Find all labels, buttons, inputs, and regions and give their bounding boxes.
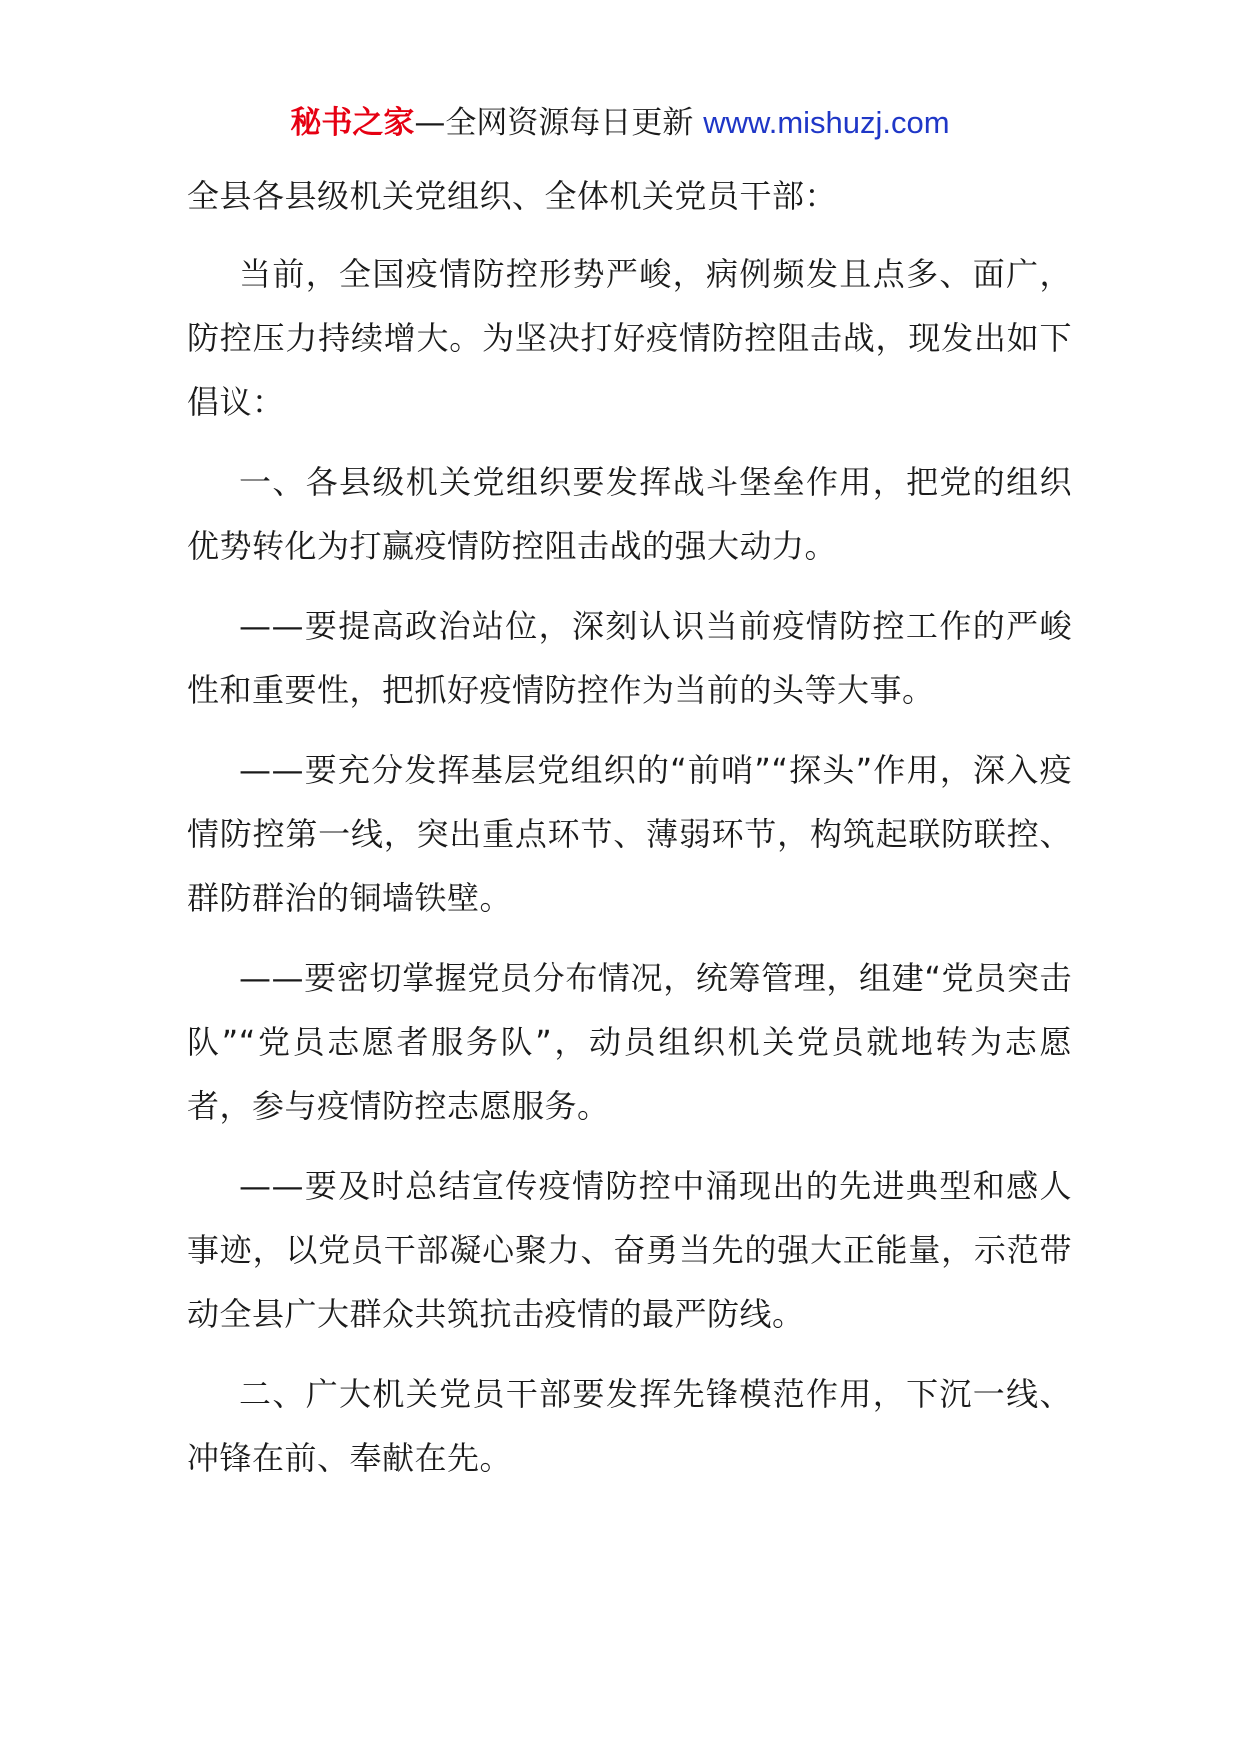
paragraph: ——要密切掌握党员分布情况，统筹管理，组建“党员突击队”“党员志愿者服务队”，动员组织机关党员就地转为志愿者，参与疫情防控志愿服务。 — [187, 959, 1072, 1125]
paragraph: 二、广大机关党员干部要发挥先锋模范作用，下沉一线、冲锋在前、奉献在先。 — [187, 1375, 1072, 1477]
paragraph: 一、各县级机关党组织要发挥战斗堡垒作用，把党的组织优势转化为打赢疫情防控阻击战的强大动力。 — [187, 463, 1072, 565]
paragraph: ——要及时总结宣传疫情防控中涌现出的先进典型和感人事迹，以党员干部凝心聚力、奋勇当先的强大正能量，示范带动全县广大群众共筑抗击疫情的最严防线。 — [187, 1167, 1072, 1333]
header-tagline: —全网资源每日更新 — [414, 105, 704, 141]
paragraph: ——要提高政治站位，深刻认识当前疫情防控工作的严峻性和重要性，把抓好疫情防控作为当前的头等大事。 — [187, 607, 1072, 709]
brand-name: 秘书之家 — [290, 105, 415, 141]
document-body — [187, 164, 1072, 1506]
paragraph: 当前，全国疫情防控形势严峻，病例频发且点多、面广，防控压力持续增大。为坚决打好疫情防控阻击战，现发出如下倡议： — [187, 255, 1072, 421]
site-header — [0, 100, 1240, 146]
salutation: 全县各县级机关党组织、全体机关党员干部： — [187, 177, 838, 215]
paragraph: ——要充分发挥基层党组织的“前哨”“探头”作用，深入疫情防控第一线，突出重点环节、薄弱环节，构筑起联防联控、群防群治的铜墙铁壁。 — [187, 751, 1072, 917]
site-url-link[interactable]: www.mishuzj.com — [703, 105, 950, 140]
